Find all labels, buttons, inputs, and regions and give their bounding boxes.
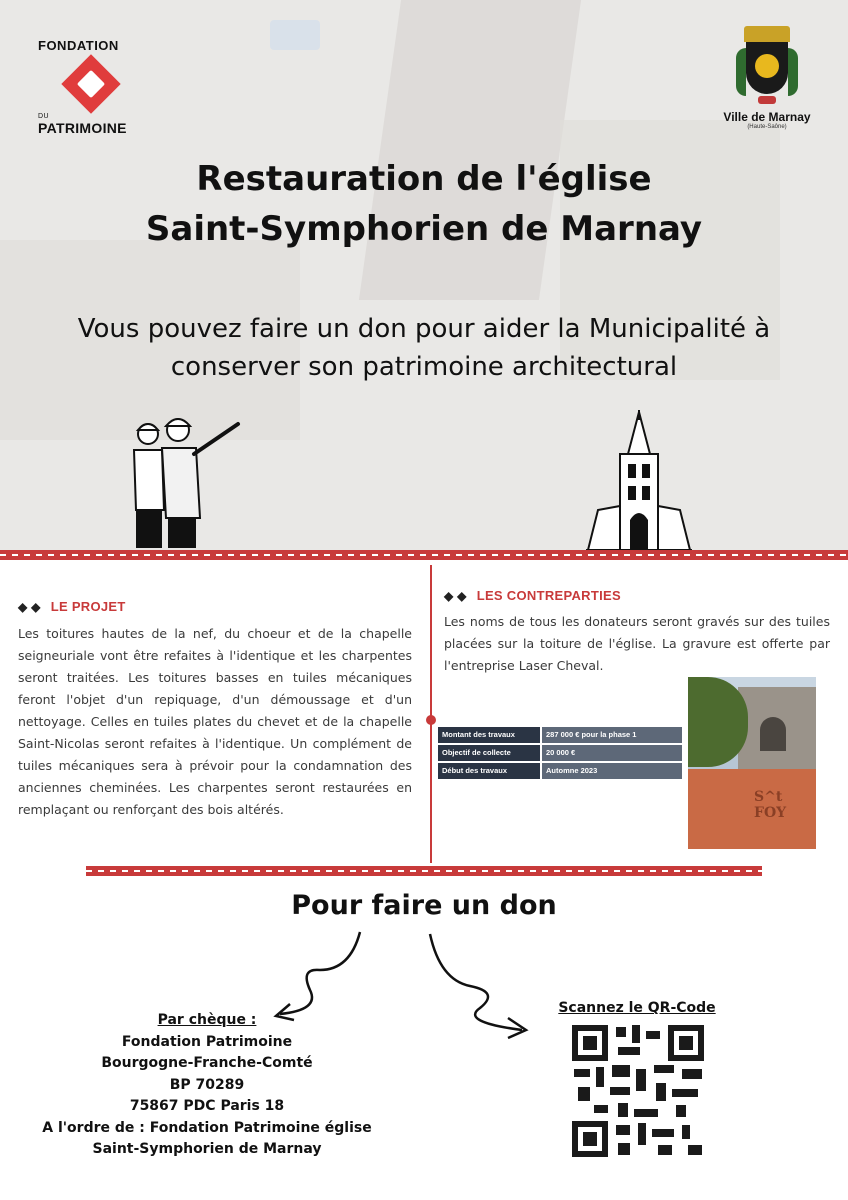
fondation-patrimoine-logo (38, 38, 148, 136)
vertical-divider (430, 565, 432, 863)
cheque-label: Par chèque : (157, 1012, 257, 1028)
projet-heading: ◆ ◆ LE PROJET (18, 599, 126, 614)
church-illustration-icon (584, 410, 694, 552)
project-info-table (438, 727, 682, 781)
cheque-line: Bourgogne-Franche-Comté (101, 1055, 313, 1071)
subtitle-line-2: conserver son patrimoine architectural (170, 352, 678, 382)
red-divider-band (0, 550, 848, 560)
cheque-line: Saint-Symphorien de Marnay (92, 1141, 322, 1157)
qr-code-icon[interactable] (572, 1025, 704, 1157)
page-subtitle (40, 310, 808, 386)
contreparties-heading: ◆ ◆ LES CONTREPARTIES (444, 588, 621, 603)
logo-fondation-text: FONDATION (38, 38, 119, 53)
table-row: Début des travaux Automne 2023 (438, 763, 682, 779)
title-line-2: Saint-Symphorien de Marnay (145, 209, 703, 249)
cheque-line: BP 70289 (169, 1076, 245, 1093)
table-row: Montant des travaux 287 000 € pour la phase 1 (438, 727, 682, 743)
engraved-tile-photo (688, 677, 816, 849)
logo-du-text: DU (38, 113, 50, 120)
ville-name: Ville de Marnay (723, 110, 811, 124)
diamond-bullets-icon: ◆ ◆ (18, 600, 41, 614)
qr-code-label: Scannez le QR-Code (558, 1000, 716, 1016)
page-title (100, 154, 748, 254)
diamond-bullets-icon: ◆ ◆ (444, 589, 467, 603)
cheque-line: Fondation Patrimoine (121, 1033, 293, 1050)
red-divider-band (86, 866, 762, 876)
projet-text: Les toitures hautes de la nef, du choeur et de la chapelle seigneuriale vont être refaites à l'identique et les charpentes seront traitées. Les toitures basses en tuiles mécaniques feront l'objet d'un repiquage, d'un démoussage et d'un nettoyage. Celles en tuiles plates du chevet et de la chapelle Saint-Nicolas seront refaites à l'identique. Un complément de tuiles mécaniques sera à prévoir pour la condamnation des anciennes cheminées. Les charpentes seront restaurées en remplaçant ou renforçant des bois altérés. (18, 626, 412, 817)
contreparties-text: Les noms de tous les donateurs seront gravés sur des tuiles placées sur la toiture de l'église. La gravure est offerte par l'entreprise Laser Cheval. (444, 614, 830, 673)
title-line-1: Restauration de l'église (196, 159, 652, 199)
ville-de-marnay-logo (712, 26, 822, 130)
subtitle-line-1: Vous pouvez faire un don pour aider la Municipalité à (77, 314, 771, 344)
coat-of-arms-icon (736, 26, 798, 106)
fondation-diamond-icon (61, 54, 120, 113)
donation-title: Pour faire un don (291, 890, 557, 921)
photo-engraving-text: S^t FOY (754, 789, 787, 821)
cheque-line: 75867 PDC Paris 18 (129, 1098, 285, 1114)
cheque-address (30, 1010, 384, 1161)
ville-region: (Haute-Saône) (747, 124, 787, 130)
logo-patrimoine-text: PATRIMOINE (38, 120, 127, 136)
cheque-line: A l'ordre de : Fondation Patrimoine église (42, 1119, 372, 1136)
table-row: Objectif de collecte 20 000 € (438, 745, 682, 761)
workers-illustration-icon (128, 410, 248, 550)
